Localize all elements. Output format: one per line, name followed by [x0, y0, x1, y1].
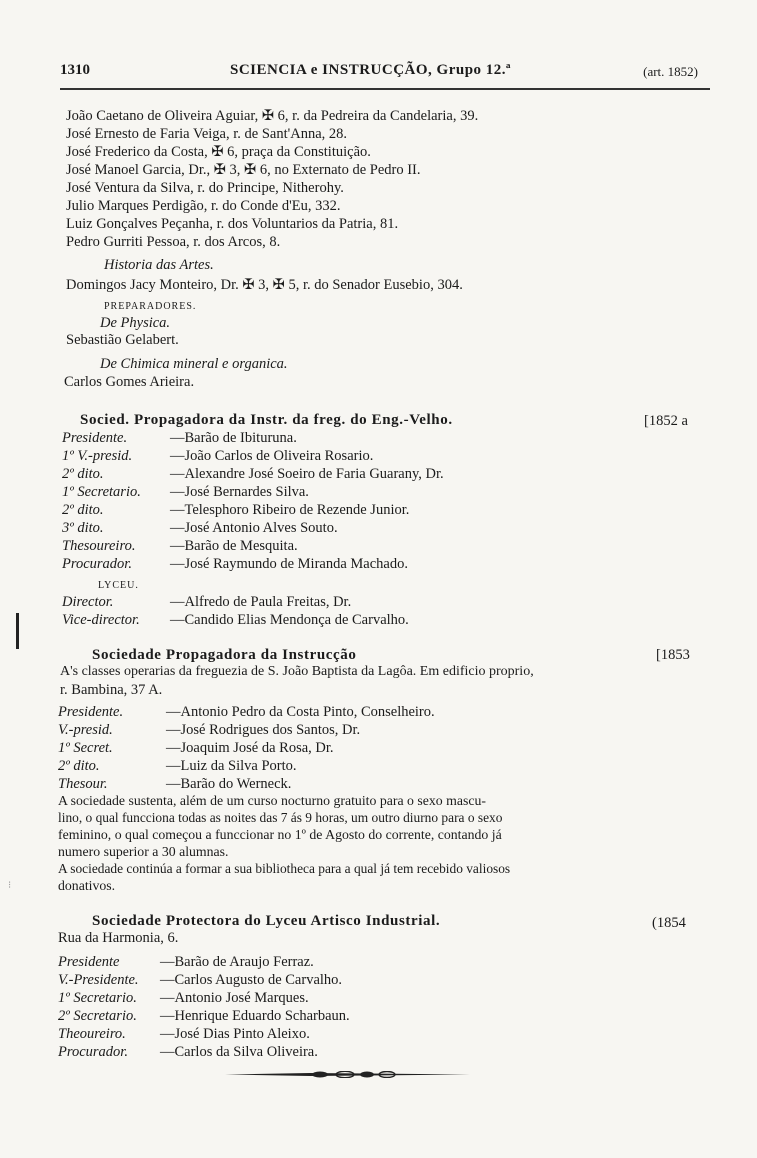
faculty-entry: José Ventura da Silva, r. do Principe, Nitherohy. — [66, 180, 344, 196]
section-year: (1854 — [652, 915, 686, 931]
role-title: 2º Secretario. — [58, 1008, 137, 1024]
ink-mark — [16, 613, 19, 649]
role-row — [62, 519, 338, 537]
section-heading: Sociedade Protectora do Lyceu Artisco Industrial. — [92, 913, 441, 929]
role-row — [58, 953, 314, 971]
role-title: Presidente — [58, 954, 120, 970]
role-row — [62, 501, 409, 519]
role-title: Theoureiro. — [58, 1026, 126, 1042]
role-title: 2º dito. — [62, 466, 104, 482]
paragraph-line: numero superior a 30 alumnas. — [58, 844, 229, 859]
role-title: Thesour. — [58, 776, 108, 792]
role-title: 2º dito. — [62, 502, 104, 518]
role-title: Presidente. — [62, 430, 128, 446]
section-address: r. Bambina, 37 A. — [60, 682, 163, 698]
role-row — [58, 1007, 350, 1025]
role-title: V.-presid. — [58, 722, 113, 738]
role-row — [62, 611, 409, 629]
historia-entry: Domingos Jacy Monteiro, Dr. ✠ 3, ✠ 5, r. do Senador Eusebio, 304. — [66, 277, 463, 293]
article-reference: (art. 1852) — [643, 64, 698, 79]
role-title: 1º Secretario. — [58, 990, 137, 1006]
bleed-through-mark: ⁝ — [8, 880, 12, 891]
role-title: Thesoureiro. — [62, 538, 136, 554]
role-holder: —Carlos da Silva Oliveira. — [160, 1044, 318, 1060]
historia-label: Historia das Artes. — [104, 257, 214, 273]
faculty-entry: Luiz Gonçalves Peçanha, r. dos Voluntarios da Patria, 81. — [66, 216, 399, 232]
role-row — [62, 593, 351, 611]
physica-entry: Sebastião Gelabert. — [66, 332, 179, 348]
chimica-label: De Chimica mineral e organica. — [100, 356, 288, 372]
role-row — [58, 989, 309, 1007]
role-holder: —Barão do Werneck. — [166, 776, 292, 792]
role-holder: —José Dias Pinto Aleixo. — [160, 1026, 310, 1042]
role-title: 1º Secretario. — [62, 484, 141, 500]
section-intro: A's classes operarias da freguezia de S. João Baptista da Lagôa. Em edificio proprio, — [60, 664, 534, 679]
page-title: SCIENCIA e INSTRUCÇÃO, Grupo 12.ª — [230, 62, 512, 78]
role-row — [58, 971, 342, 989]
paragraph-line: A sociedade continúa a formar a sua bibliotheca para a qual já tem recebido valiosos — [58, 861, 511, 876]
role-row — [62, 555, 408, 573]
role-row — [58, 757, 297, 775]
role-row — [58, 1025, 310, 1043]
role-holder: —Telesphoro Ribeiro de Rezende Junior. — [170, 502, 410, 518]
role-row — [58, 721, 360, 739]
role-row — [58, 775, 291, 793]
role-row — [58, 703, 435, 721]
role-holder: —Barão de Araujo Ferraz. — [160, 954, 314, 970]
section-heading: Sociedade Propagadora da Instrucção — [92, 647, 357, 663]
paragraph-line: lino, o qual funcciona todas as noites das 7 ás 9 horas, um outro diurno para o sexo — [58, 810, 503, 825]
role-title: Procurador. — [58, 1044, 128, 1060]
paragraph-line: donativos. — [58, 878, 116, 893]
role-holder: —Candido Elias Mendonça de Carvalho. — [170, 612, 409, 628]
role-holder: —Barão de Ibituruna. — [170, 430, 297, 446]
header-rule — [60, 88, 710, 90]
role-holder: —Alfredo de Paula Freitas, Dr. — [170, 594, 352, 610]
role-row — [58, 739, 334, 757]
role-holder: —Henrique Eduardo Scharbaun. — [160, 1008, 350, 1024]
role-holder: —Antonio José Marques. — [160, 990, 309, 1006]
role-row — [62, 483, 309, 501]
faculty-entry: Pedro Gurriti Pessoa, r. dos Arcos, 8. — [66, 234, 281, 250]
faculty-entry: José Ernesto de Faria Veiga, r. de Sant'Anna, 28. — [66, 126, 348, 142]
role-row — [62, 429, 297, 447]
page-number: 1310 — [60, 62, 90, 78]
role-title: 1º V.-presid. — [62, 448, 133, 464]
role-title: 3º dito. — [62, 520, 104, 536]
role-holder: —José Rodrigues dos Santos, Dr. — [166, 722, 361, 738]
page-header — [60, 62, 710, 84]
section-address: Rua da Harmonia, 6. — [58, 930, 179, 946]
section-year: [1853 — [656, 647, 690, 663]
role-holder: —Barão de Mesquita. — [170, 538, 298, 554]
section-heading: Socied. Propagadora da Instr. da freg. do Eng.-Velho. — [80, 412, 453, 428]
faculty-entry: João Caetano de Oliveira Aguiar, ✠ 6, r. da Pedreira da Candelaria, 39. — [66, 108, 479, 124]
paragraph-line: feminino, o qual começou a funccionar no 1º de Agosto do corrente, contando já — [58, 827, 502, 842]
role-holder: —José Bernardes Silva. — [170, 484, 309, 500]
role-title: 2º dito. — [58, 758, 100, 774]
role-row — [62, 465, 444, 483]
ornamental-divider — [225, 1071, 470, 1078]
faculty-entry: José Manoel Garcia, Dr., ✠ 3, ✠ 6, no Externato de Pedro II. — [66, 162, 421, 178]
role-holder: —Antonio Pedro da Costa Pinto, Conselheiro. — [166, 704, 435, 720]
role-title: Presidente. — [58, 704, 124, 720]
paragraph-line: A sociedade sustenta, além de um curso nocturno gratuito para o sexo mascu- — [58, 793, 486, 808]
section-year: [1852 a — [644, 413, 688, 429]
role-holder: —José Antonio Alves Souto. — [170, 520, 338, 536]
faculty-entry: Julio Marques Perdigão, r. do Conde d'Eu, 332. — [66, 198, 341, 214]
role-holder: —Luiz da Silva Porto. — [166, 758, 297, 774]
role-row — [62, 447, 373, 465]
role-row — [62, 537, 298, 555]
role-holder: —Alexandre José Soeiro de Faria Guarany, Dr. — [170, 466, 444, 482]
role-title: Vice-director. — [62, 612, 140, 628]
role-holder: —Joaquim José da Rosa, Dr. — [166, 740, 334, 756]
role-holder: —João Carlos de Oliveira Rosario. — [170, 448, 374, 464]
physica-label: De Physica. — [100, 315, 171, 331]
role-row — [58, 1043, 318, 1061]
lyceu-label: LYCEU. — [98, 580, 139, 591]
chimica-entry: Carlos Gomes Arieira. — [64, 374, 195, 390]
role-title: Director. — [62, 594, 114, 610]
faculty-entry: José Frederico da Costa, ✠ 6, praça da Constituição. — [66, 144, 371, 160]
role-title: 1º Secret. — [58, 740, 113, 756]
role-title: V.-Presidente. — [58, 972, 139, 988]
role-holder: —José Raymundo de Miranda Machado. — [170, 556, 408, 572]
preparadores-label: PREPARADORES. — [104, 301, 197, 312]
role-holder: —Carlos Augusto de Carvalho. — [160, 972, 343, 988]
role-title: Procurador. — [62, 556, 132, 572]
